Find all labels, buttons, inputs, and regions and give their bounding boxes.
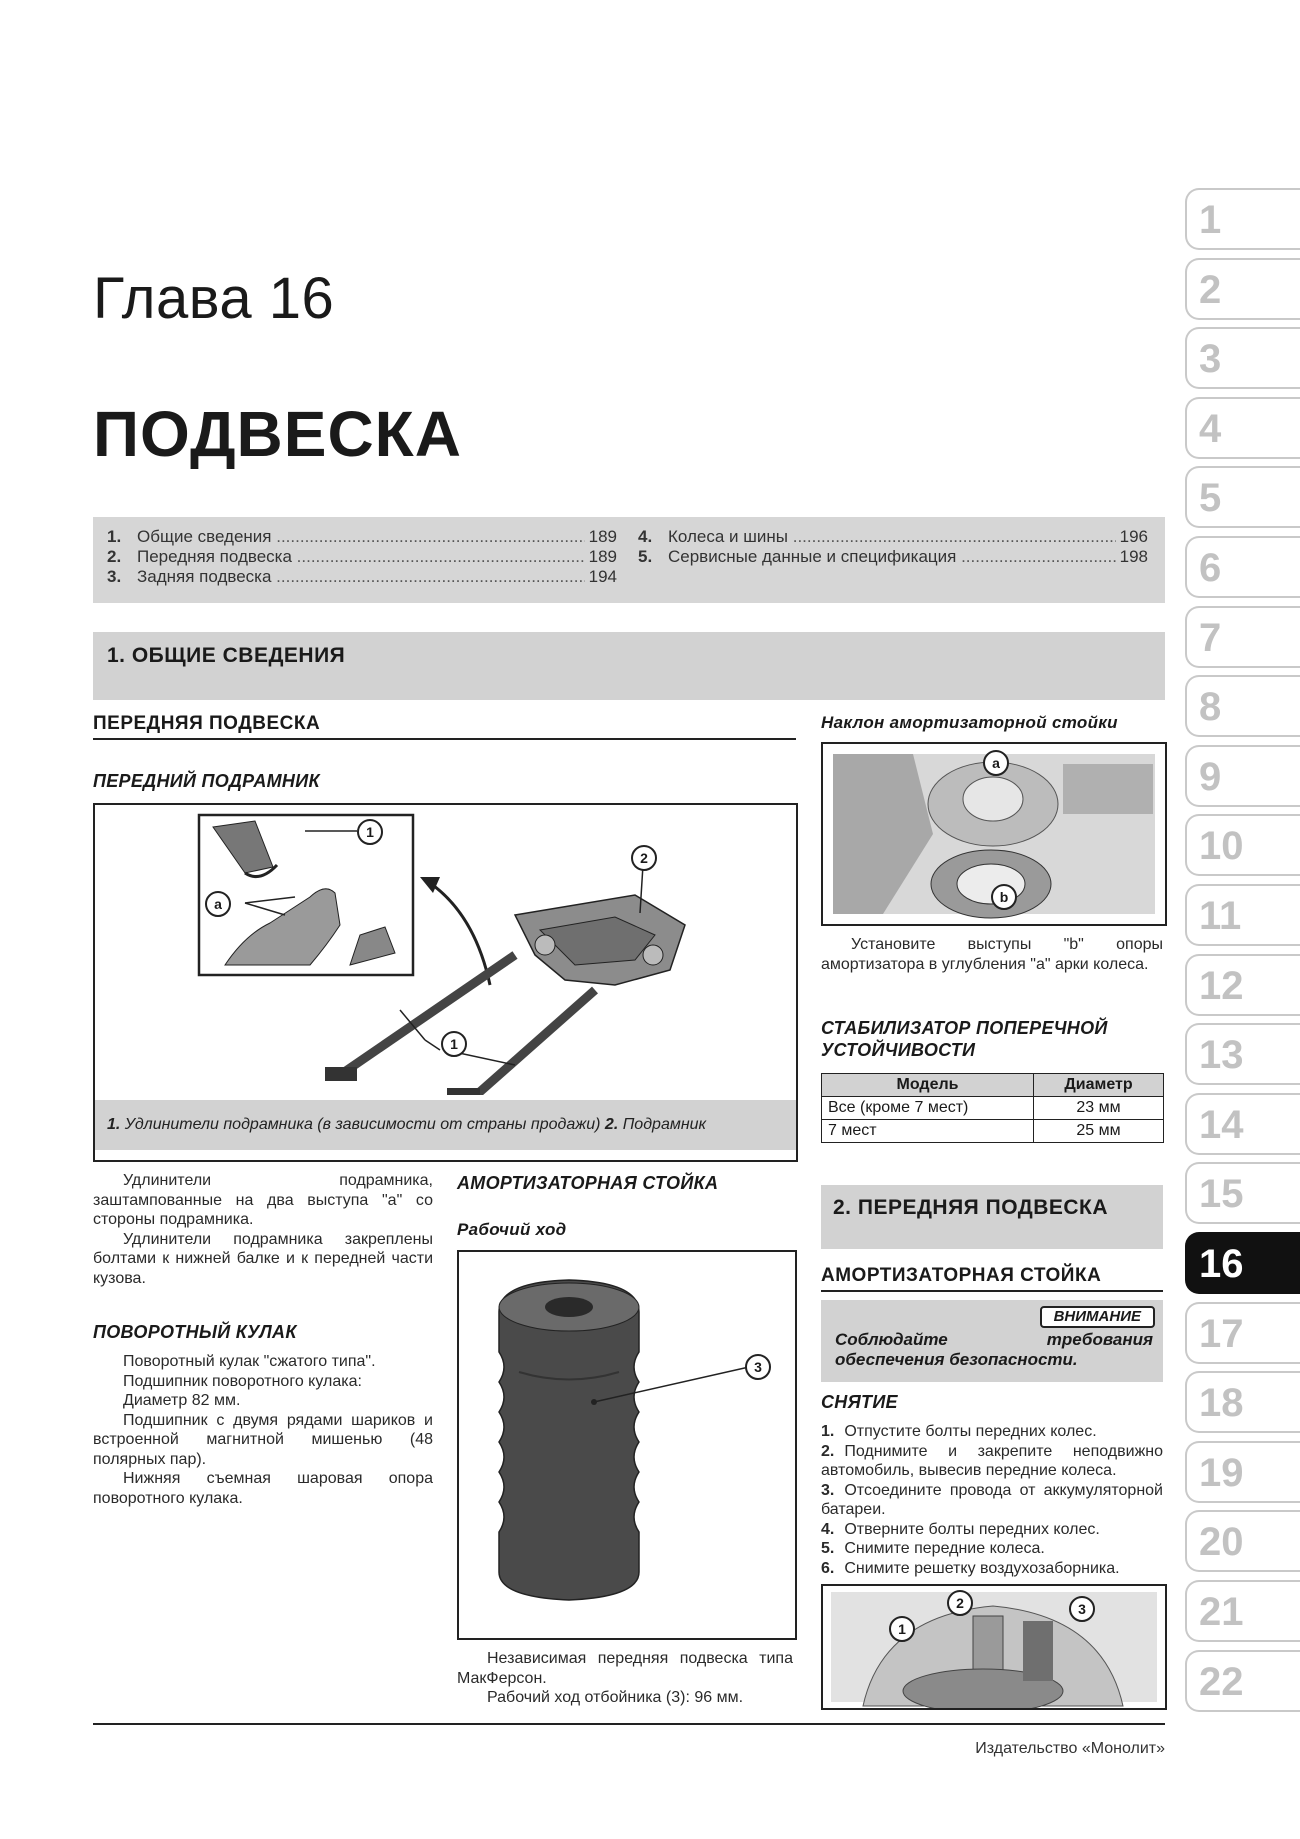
chapter-tab-18[interactable] <box>1185 1371 1300 1433</box>
chapter-tab-22[interactable] <box>1185 1650 1300 1712</box>
toc-num: 2. <box>107 547 122 566</box>
mount <box>643 945 663 965</box>
strut-subheading: Рабочий ход <box>457 1220 567 1239</box>
chapter-tab-label: 10 <box>1199 824 1244 869</box>
chapter-tab-7[interactable] <box>1185 606 1300 668</box>
section1-band <box>93 632 1165 700</box>
callout-1: 1 <box>889 1616 915 1642</box>
table-header-row <box>822 1074 1164 1097</box>
chapter-tab-label: 13 <box>1199 1033 1244 1078</box>
callout-3: 3 <box>1069 1596 1095 1622</box>
step-text: Отверните болты передних колес. <box>844 1520 1100 1538</box>
arrow-line <box>430 883 490 985</box>
mount <box>535 935 555 955</box>
callout-b: b <box>991 884 1017 910</box>
paragraph: Подшипник с двумя рядами шариков и встроенной магнитной мишенью (48 полярных пар). <box>93 1411 433 1468</box>
table-row <box>822 1097 1164 1120</box>
strut-tilt-figure <box>821 742 1167 926</box>
section1-title: 1. ОБЩИЕ СВЕДЕНИЯ <box>107 644 346 667</box>
warning-label: ВНИМАНИЕ <box>1040 1306 1155 1328</box>
callout-2: 2 <box>947 1590 973 1616</box>
chapter-tab-label: 6 <box>1199 546 1222 590</box>
step-num: 5. <box>821 1540 835 1557</box>
toc-entry[interactable] <box>107 547 617 567</box>
section2-band <box>821 1185 1163 1249</box>
chapter-tab-label: 17 <box>1199 1311 1244 1356</box>
step-num: 4. <box>821 1520 835 1538</box>
removal-steps <box>821 1422 1163 1578</box>
stabilizer-heading <box>821 1017 1108 1061</box>
chapter-title: ПОДВЕСКА <box>93 398 462 470</box>
chapter-tab-1[interactable] <box>1185 188 1300 250</box>
toc-entry[interactable] <box>107 567 617 587</box>
caption-text: Подрамник <box>618 1116 707 1133</box>
chapter-tab-21[interactable] <box>1185 1580 1300 1642</box>
step-num: 6. <box>821 1559 835 1577</box>
arrow-head <box>420 877 440 893</box>
table-cell: 23 мм <box>1034 1097 1164 1120</box>
toc-title: Сервисные данные и спецификация ..... <box>668 547 1116 567</box>
table-of-contents <box>93 517 1165 603</box>
toc-title: Общие сведения ..... <box>137 527 585 547</box>
extension-right <box>465 990 595 1095</box>
paragraph: Подшипник поворотного кулака: <box>123 1372 362 1390</box>
toc-entry[interactable] <box>638 527 1148 547</box>
caption-text: Удлинители подрамника (в зависимости от страны продажи) <box>120 1116 605 1133</box>
footer-rule <box>93 1723 1165 1725</box>
toc-page: 194 <box>588 567 617 586</box>
chapter-tab-label: 22 <box>1199 1659 1244 1704</box>
chapter-tab-label: 15 <box>1199 1172 1244 1217</box>
list-item <box>821 1422 1163 1442</box>
step-text: Снимите передние колеса. <box>844 1540 1045 1557</box>
toc-entry[interactable] <box>107 527 617 547</box>
table-cell: 25 мм <box>1034 1120 1164 1143</box>
chapter-tab-label: 16 <box>1199 1242 1244 1286</box>
strut-tilt-text <box>821 935 1163 974</box>
chapter-tab-15[interactable] <box>1185 1162 1300 1224</box>
table-cell: Все (кроме 7 мест) <box>822 1097 1034 1120</box>
paragraph: Установите выступы "b" опоры амортизатора в углубления "a" арки колеса. <box>821 936 1163 973</box>
publisher: Издательство «Монолит» <box>975 1740 1165 1757</box>
warning-box <box>821 1300 1163 1382</box>
toc-left-column <box>107 527 617 587</box>
chapter-tab-13[interactable] <box>1185 1023 1300 1085</box>
engine-bay <box>1063 764 1153 814</box>
paragraph: Диаметр 82 мм. <box>123 1392 241 1409</box>
chapter-tab-label: 9 <box>1199 754 1222 799</box>
caption-num: 1. <box>107 1116 121 1133</box>
toc-num: 5. <box>638 547 653 566</box>
strut-text <box>457 1649 793 1708</box>
removal-heading: СНЯТИЕ <box>821 1392 898 1412</box>
table-cell: 7 мест <box>822 1120 1034 1143</box>
chapter-tab-label: 20 <box>1199 1520 1244 1565</box>
table-row <box>822 1120 1164 1143</box>
chapter-tab-label: 3 <box>1199 337 1222 382</box>
list-item <box>821 1539 1163 1559</box>
toc-page: 189 <box>588 547 617 566</box>
toc-num: 4. <box>638 527 653 546</box>
chapter-tab-label: 12 <box>1199 963 1244 1008</box>
chapter-tab-4[interactable] <box>1185 397 1300 459</box>
callout-a: a <box>983 750 1009 776</box>
toc-title: Передняя подвеска ..... <box>137 547 585 567</box>
list-item <box>821 1481 1163 1520</box>
chapter-tab-label: 8 <box>1199 685 1222 730</box>
column-header: Модель <box>822 1074 1034 1097</box>
list-item <box>821 1442 1163 1481</box>
extension-end <box>447 1088 480 1095</box>
chapter-tab-8[interactable] <box>1185 675 1300 737</box>
step-num: 3. <box>821 1481 835 1499</box>
chapter-tab-2[interactable] <box>1185 258 1300 320</box>
stabilizer-heading-line: УСТОЙЧИВОСТИ <box>821 1040 976 1060</box>
toc-entry[interactable] <box>638 547 1148 567</box>
front-suspension-heading: ПЕРЕДНЯЯ ПОДВЕСКА <box>93 713 321 734</box>
step-num: 1. <box>821 1423 835 1440</box>
toc-num: 1. <box>107 527 122 546</box>
knuckle-heading: ПОВОРОТНЫЙ КУЛАК <box>93 1322 297 1342</box>
chapter-tab-20[interactable] <box>1185 1510 1300 1572</box>
chapter-tab-label: 21 <box>1199 1590 1244 1634</box>
chapter-tab-3[interactable] <box>1185 327 1300 389</box>
divider <box>821 1290 1163 1292</box>
toc-page: 196 <box>1119 527 1148 546</box>
chapter-label: Глава 16 <box>93 266 335 331</box>
subframe-heading: ПЕРЕДНИЙ ПОДРАМНИК <box>93 771 320 791</box>
removal-figure <box>821 1584 1167 1710</box>
chapter-tab-17[interactable] <box>1185 1302 1300 1364</box>
chapter-tab-label: 7 <box>1199 615 1222 660</box>
step-text: Отсоедините провода от аккумуляторной батареи. <box>821 1481 1163 1518</box>
divider <box>93 738 796 740</box>
chapter-tab-11[interactable] <box>1185 884 1300 946</box>
paragraph: Поворотный кулак "сжатого типа". <box>123 1353 376 1370</box>
chapter-tab-label: 11 <box>1199 894 1242 938</box>
step-text: Поднимите и закрепите неподвижно автомобиль, вывесив передние колеса. <box>821 1442 1163 1479</box>
chapter-tab-6[interactable] <box>1185 536 1300 598</box>
callout-a: a <box>205 891 231 917</box>
toc-title: Задняя подвеска ..... <box>137 567 585 587</box>
paragraph: Удлинители подрамника, заштампованные на два выступа "a" со стороны подрамника. <box>93 1172 433 1228</box>
step-text: Отпустите болты передних колес. <box>844 1423 1097 1440</box>
list-item <box>821 1520 1163 1540</box>
chapter-tab-label: 5 <box>1199 476 1222 521</box>
toc-title: Колеса и шины ..... <box>668 527 1116 547</box>
toc-page: 189 <box>588 527 617 546</box>
paragraph: Нижняя съемная шаровая опора поворотного кулака. <box>93 1470 433 1507</box>
stabilizer-heading-line: СТАБИЛИЗАТОР ПОПЕРЕЧНОЙ <box>821 1018 1108 1038</box>
paragraph: Удлинители подрамника закреплены болтами к нижней балке и к передней части кузова. <box>93 1230 433 1287</box>
strut-mount <box>963 777 1023 821</box>
chapter-tab-16[interactable] <box>1185 1232 1300 1294</box>
subframe-figure <box>93 803 798 1162</box>
chapter-tab-19[interactable] <box>1185 1441 1300 1503</box>
subframe-caption <box>95 1100 796 1150</box>
callout-1-bottom: 1 <box>441 1031 467 1057</box>
toc-page: 198 <box>1119 547 1148 566</box>
knuckle-text <box>93 1352 433 1508</box>
section2-title: 2. ПЕРЕДНЯЯ ПОДВЕСКА <box>833 1196 1109 1219</box>
chapter-tab-label: 18 <box>1199 1381 1244 1426</box>
paragraph: Рабочий ход отбойника (3): 96 мм. <box>487 1689 744 1706</box>
callout-2: 2 <box>631 845 657 871</box>
strut-tilt-heading: Наклон амортизаторной стойки <box>821 713 1118 732</box>
chapter-tab-10[interactable] <box>1185 814 1300 876</box>
toc-num: 3. <box>107 567 122 586</box>
chapter-tab-9[interactable] <box>1185 745 1300 807</box>
callout-3: 3 <box>745 1354 771 1380</box>
list-item <box>821 1559 1163 1579</box>
bump-stop-illustration <box>459 1252 795 1638</box>
strut-heading: АМОРТИЗАТОРНАЯ СТОЙКА <box>457 1173 719 1193</box>
leader-line <box>425 1040 440 1050</box>
stabilizer-table <box>821 1073 1164 1143</box>
removal-illustration <box>823 1586 1165 1708</box>
chapter-tab-label: 14 <box>1199 1102 1244 1147</box>
caption-num: 2. <box>604 1116 619 1133</box>
subframe-text <box>93 1171 433 1288</box>
toc-right-column <box>638 527 1148 567</box>
bump-stop-figure <box>457 1250 797 1640</box>
callout-1: 1 <box>357 819 383 845</box>
step-num: 2. <box>821 1442 835 1460</box>
section2-strut-heading: АМОРТИЗАТОРНАЯ СТОЙКА <box>821 1265 1102 1286</box>
chapter-tab-label: 2 <box>1199 267 1222 312</box>
step-text: Снимите решетку воздухозаборника. <box>844 1559 1120 1577</box>
column-header: Диаметр <box>1034 1074 1164 1097</box>
chapter-tab-label: 4 <box>1199 406 1222 451</box>
chapter-tab-14[interactable] <box>1185 1093 1300 1155</box>
chapter-tab-5[interactable] <box>1185 466 1300 528</box>
extension-end <box>325 1067 357 1081</box>
warning-text: Соблюдайте требования обеспечения безопасности. <box>835 1330 1153 1369</box>
chapter-tab-label: 1 <box>1199 198 1222 242</box>
chapter-tab-12[interactable] <box>1185 954 1300 1016</box>
bracket <box>1023 1621 1053 1681</box>
leader-dot <box>591 1399 597 1405</box>
paragraph: Независимая передняя подвеска типа МакФерсон. <box>457 1650 793 1687</box>
bump-stop-hole <box>545 1297 593 1317</box>
chapter-tab-label: 19 <box>1199 1450 1244 1495</box>
